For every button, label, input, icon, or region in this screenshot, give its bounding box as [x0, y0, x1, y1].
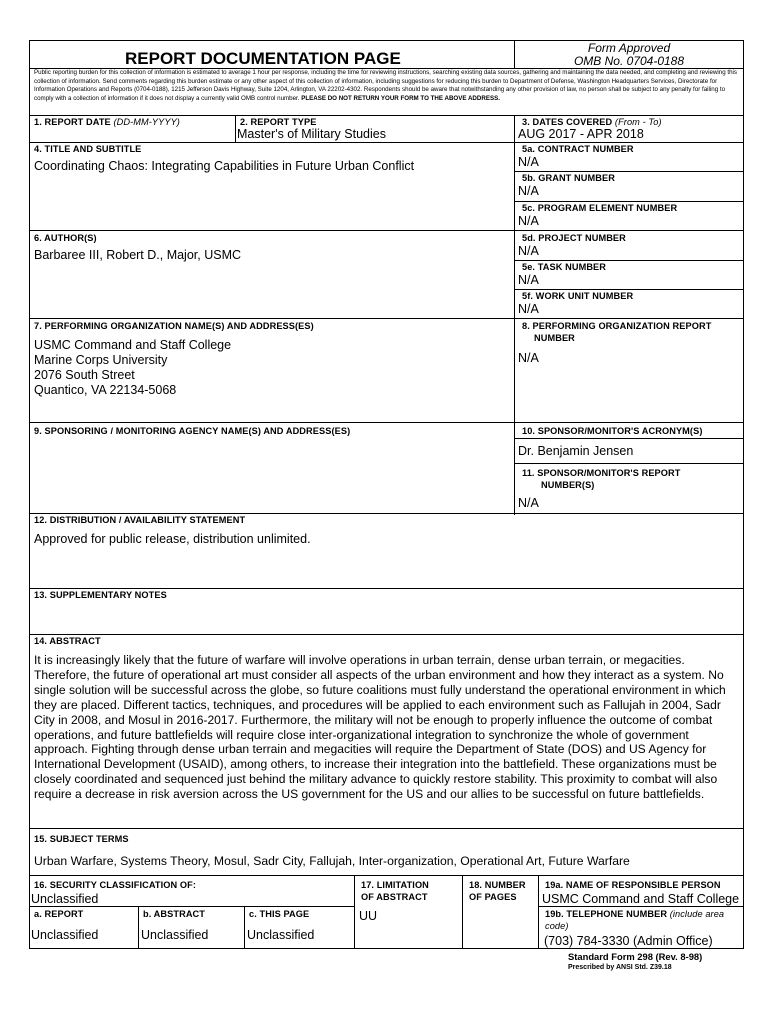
rule-16-sub	[29, 906, 354, 907]
responsible-person-value[interactable]: USMC Command and Staff College	[542, 892, 740, 906]
burden-rule	[29, 115, 744, 116]
burden-text: Public reporting burden for this collection of information is estimated to average 1 hour per response, including the time for reviewing instructions, searching existing data sources, gathering and maintaining the data needed, and completing and reviewing this collection of information. Send comments regarding this burden estimate or any other aspect of this collection of information, including suggestions for reducing this burden to Department of Defense, Washington Headquarters Services, Directorate for Information Operations and Reports (0704-0188), 1215 Jefferson Davis Highway, Suite 1204, Arlington, VA 22202-4302. Respondents should be aware that notwithstanding any other provision of law, no person shall be subject to any penalty for failing to comply with a collection of information if it does not display a currently valid OMB control number.	[34, 69, 738, 102]
page-title: REPORT DOCUMENTATION PAGE	[125, 49, 401, 68]
limitation-label: 17. LIMITATION OF ABSTRACT	[361, 880, 429, 902]
subject-terms-label: 15. SUBJECT TERMS	[34, 834, 129, 844]
rule-5e	[514, 289, 744, 290]
divider-16b-c	[244, 906, 245, 949]
burden-statement	[34, 69, 740, 103]
sponsor-acronym-value[interactable]: Dr. Benjamin Jensen	[518, 444, 634, 458]
performing-report-label: 8. PERFORMING ORGANIZATION REPORT NUMBER	[522, 321, 712, 343]
divider-16-17	[354, 875, 355, 949]
program-element-label: 5c. PROGRAM ELEMENT NUMBER	[522, 203, 678, 213]
subject-terms-value[interactable]: Urban Warfare, Systems Theory, Mosul, Sadr City, Fallujah, Inter-organization, Operational Art, Future Warfare	[34, 854, 630, 868]
author-value[interactable]: Barbaree III, Robert D., Major, USMC	[34, 248, 242, 262]
rule-row15	[29, 875, 744, 876]
telephone-label-code: code)	[545, 921, 569, 931]
omb-number: OMB No. 0704-0188	[573, 54, 685, 68]
rule-row14	[29, 828, 744, 829]
project-number-value[interactable]: N/A	[518, 244, 539, 258]
security-class-value[interactable]: Unclassified	[31, 892, 99, 906]
rule-row9	[29, 513, 744, 514]
telephone-value[interactable]: (703) 784-3330 (Admin Office)	[544, 934, 713, 948]
form-frame	[29, 40, 744, 949]
rule-row13	[29, 634, 744, 635]
abstract-value[interactable]: It is increasingly likely that the future of warfare will involve operations in urban terrain, dense urban terrain, or megacities. Therefore, the future of operational art must consider all aspects of the urban environment and how they interact as a system. No single solution will be successful across the globe, so future coalitions must fully understand the operational environment in which they are placed. Different tactics, techniques, and procedures will be applied to each environment such as Fallujah in 2004, Sadr City in 2008, and Mosul in 2016-2017. Furthermore, the military will not be enough to properly influence the outcome of combat operations, and future battlefields will require close inter-organizational integration to synchronize the whole of government approach. Fighting through dense urban terrain and megacities will require the Department of State (DOS) and US Agency for International Development (USAID), among others, to increase their integration into the battlefield. These organizations must be closely coordinated and sequenced just behind the military advance to quickly restore stability. This proximity to combat will also require a decrease in risk aversion across the US government for the US and our allies to be successful on future battlefields.	[34, 653, 726, 802]
this-page-class-label: c. THIS PAGE	[249, 909, 310, 919]
sponsoring-agency-label: 9. SPONSORING / MONITORING AGENCY NAME(S) AND ADDRESS(ES)	[34, 426, 351, 436]
abstract-class-label: b. ABSTRACT	[143, 909, 206, 919]
program-element-value[interactable]: N/A	[518, 214, 539, 228]
responsible-person-label: 19a. NAME OF RESPONSIBLE PERSON	[545, 880, 721, 890]
performing-report-value[interactable]: N/A	[518, 351, 539, 365]
report-type-value[interactable]: Master's of Military Studies	[237, 127, 386, 141]
abstract-label: 14. ABSTRACT	[34, 636, 101, 646]
limitation-value[interactable]: UU	[359, 909, 378, 923]
rule-row12	[29, 588, 744, 589]
telephone-label: 19b. TELEPHONE NUMBER (include area	[545, 909, 725, 919]
rule-5d	[514, 260, 744, 261]
distribution-value[interactable]: Approved for public release, distribution unlimited.	[34, 532, 311, 546]
dates-covered-value[interactable]: AUG 2017 - APR 2018	[518, 127, 644, 141]
sponsor-acronym-label: 10. SPONSOR/MONITOR'S ACRONYM(S)	[522, 426, 703, 436]
grant-number-value[interactable]: N/A	[518, 184, 539, 198]
rule-5b	[514, 201, 744, 202]
burden-warning: PLEASE DO NOT RETURN YOUR FORM TO THE ABOVE ADDRESS.	[301, 94, 500, 102]
rule-10	[514, 463, 744, 464]
rule-row7	[29, 422, 744, 423]
standard-form-label: Standard Form 298 (Rev. 8-98)	[568, 951, 703, 962]
task-number-value[interactable]: N/A	[518, 273, 539, 287]
report-type-label: 2. REPORT TYPE	[240, 117, 317, 127]
dates-covered-label: 3. DATES COVERED (From - To)	[522, 117, 662, 127]
project-number-label: 5d. PROJECT NUMBER	[522, 233, 626, 243]
divider-1-2	[235, 115, 236, 142]
report-class-label: a. REPORT	[34, 909, 84, 919]
divider-18-19	[538, 875, 539, 949]
rule-row4	[29, 230, 744, 231]
performing-org-value[interactable]: USMC Command and Staff College Marine Corps University 2076 South Street Quantico, VA 22134-5068	[34, 338, 232, 397]
work-unit-label: 5f. WORK UNIT NUMBER	[522, 291, 634, 301]
title-value[interactable]: Coordinating Chaos: Integrating Capabilities in Future Urban Conflict	[34, 159, 415, 173]
rule-10-label	[514, 438, 744, 439]
contract-number-label: 5a. CONTRACT NUMBER	[522, 144, 634, 154]
abstract-class-value[interactable]: Unclassified	[141, 928, 209, 942]
number-of-pages-label: 18. NUMBER OF PAGES	[469, 880, 526, 902]
divider-16a-b	[138, 906, 139, 949]
work-unit-value[interactable]: N/A	[518, 302, 539, 316]
divider-17-18	[462, 875, 463, 949]
report-class-value[interactable]: Unclassified	[31, 928, 99, 942]
distribution-label: 12. DISTRIBUTION / AVAILABILITY STATEMENT	[34, 515, 246, 525]
report-date-label: 1. REPORT DATE (DD-MM-YYYY)	[34, 117, 180, 127]
title-label: 4. TITLE AND SUBTITLE	[34, 144, 142, 154]
rule-5a	[514, 171, 744, 172]
author-label: 6. AUTHOR(S)	[34, 233, 97, 243]
performing-org-label: 7. PERFORMING ORGANIZATION NAME(S) AND ADDRESS(ES)	[34, 321, 314, 331]
rule-row6	[29, 318, 744, 319]
prescribed-label: Prescribed by ANSI Std. Z39.18	[568, 964, 672, 971]
supplementary-notes-label: 13. SUPPLEMENTARY NOTES	[34, 590, 167, 600]
sponsor-report-label: 11. SPONSOR/MONITOR'S REPORT NUMBER(S)	[522, 468, 681, 490]
this-page-class-value[interactable]: Unclassified	[247, 928, 315, 942]
rule-19a	[538, 906, 744, 907]
grant-number-label: 5b. GRANT NUMBER	[522, 173, 615, 183]
security-class-label: 16. SECURITY CLASSIFICATION OF:	[34, 880, 197, 890]
right-column-divider	[514, 115, 515, 515]
rule-row1	[29, 142, 744, 143]
sponsor-report-value[interactable]: N/A	[518, 496, 539, 510]
form-approved: Form Approved	[587, 41, 671, 55]
contract-number-value[interactable]: N/A	[518, 155, 539, 169]
task-number-label: 5e. TASK NUMBER	[522, 262, 607, 272]
